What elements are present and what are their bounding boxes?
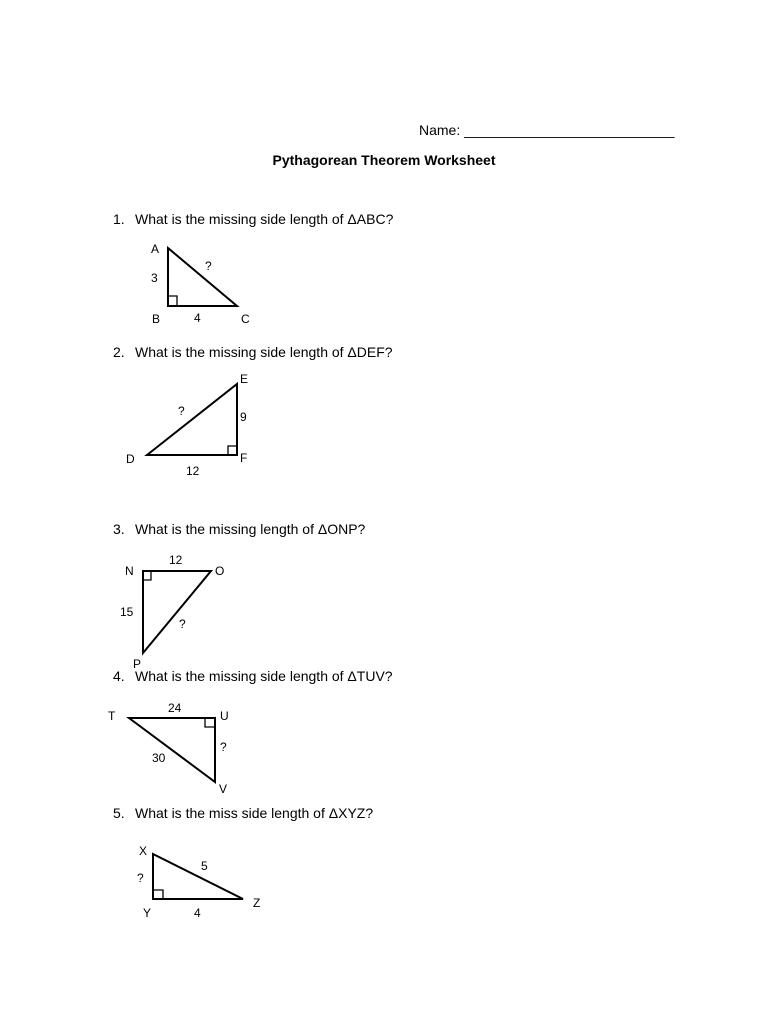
question-number: 3. [113,521,125,537]
side-ac-label: ? [205,259,212,273]
side-uv-label: ? [220,740,227,754]
side-tu-label: 24 [168,701,182,715]
question-text: What is the miss side length of ΔXYZ? [135,805,374,821]
vertex-v-label: V [219,782,228,796]
side-bc-label: 4 [194,311,201,325]
side-de-label: ? [178,404,185,418]
side-ef-label: 9 [240,410,247,424]
side-op-label: ? [179,617,186,631]
vertex-b-label: B [152,312,161,326]
side-xy-label: ? [137,871,144,885]
question-text: What is the missing side length of ΔDEF? [135,344,393,360]
side-np-label: 15 [120,605,134,619]
question-number: 4. [113,668,125,684]
question-number: 1. [113,211,125,227]
question-number: 5. [113,805,125,821]
side-xz-label: 5 [201,859,208,873]
vertex-y-label: Y [143,906,152,920]
name-field-label: Name: ___________________________ [419,122,675,138]
vertex-c-label: C [241,312,250,326]
vertex-a-label: A [151,242,160,256]
question-number: 2. [113,344,125,360]
vertex-o-label: O [215,564,225,578]
vertex-z-label: Z [253,896,261,910]
side-no-label: 12 [169,553,183,567]
side-tv-label: 30 [152,751,166,765]
vertex-d-label: D [126,452,135,466]
side-df-label: 12 [186,464,200,478]
question-text: What is the missing side length of ΔABC? [135,211,394,227]
question-text: What is the missing length of ΔONP? [135,521,366,537]
vertex-p-label: P [133,657,142,671]
vertex-e-label: E [240,372,249,386]
vertex-x-label: X [139,844,148,858]
question-text: What is the missing side length of ΔTUV? [135,668,393,684]
vertex-t-label: T [108,709,116,723]
vertex-u-label: U [220,709,229,723]
triangle-xyz [153,854,243,899]
vertex-n-label: N [125,564,134,578]
vertex-f-label: F [240,451,248,465]
side-yz-label: 4 [194,906,201,920]
side-ab-label: 3 [151,271,158,285]
right-angle-mark [153,890,163,899]
worksheet-title: Pythagorean Theorem Worksheet [272,152,496,168]
